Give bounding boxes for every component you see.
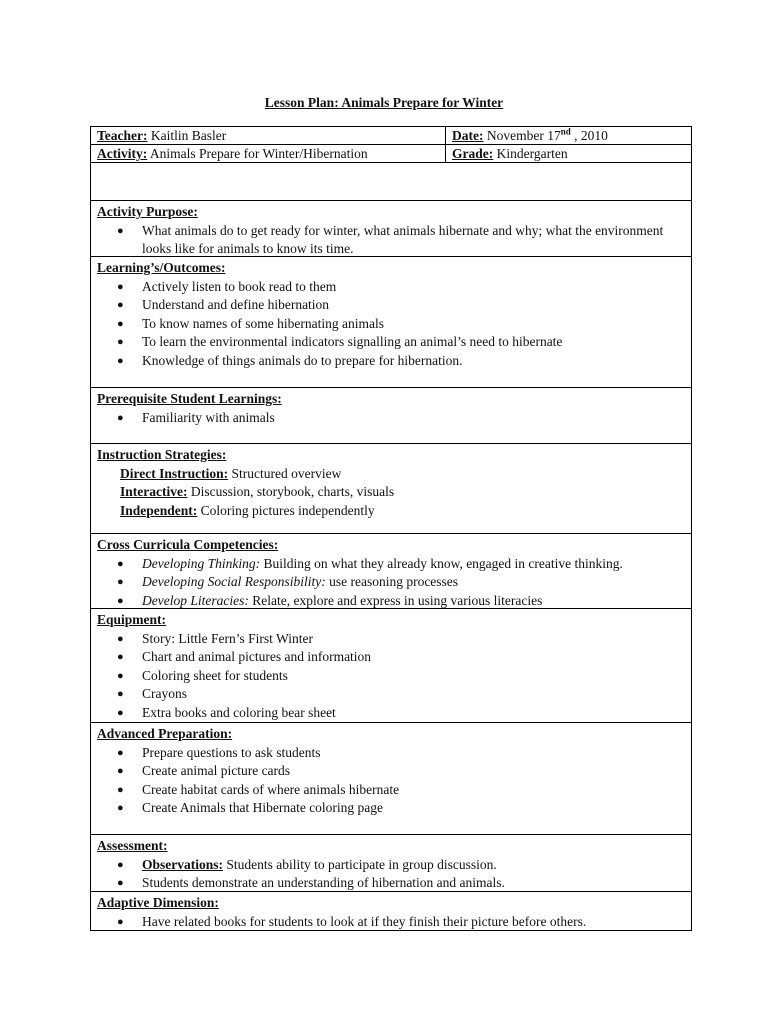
bullet-icon: ● [117,858,124,871]
list-item: ● Observations: Students ability to participate in group discussion. [97,856,685,875]
bullet-icon: ● [117,746,124,759]
prep-list [97,744,685,818]
list-item: ● Develop Literacies: Relate, explore and express in using various literacies [97,592,685,611]
independent-label: Independent: [120,502,198,518]
list-item: ● Story: Little Fern’s First Winter [97,630,685,649]
page-title: Lesson Plan: Animals Prepare for Winter [264,95,504,110]
bullet-icon: ● [117,280,124,293]
section-adaptive-dimension [91,892,691,930]
direct-value: Structured overview [231,465,342,481]
bullet-icon: ● [117,576,124,589]
bullet-icon: ● [117,557,124,570]
interactive-line [97,483,685,502]
list-item: ● Have related books for students to look at if they finish their picture before others. [97,913,685,932]
observations-label: Observations: [142,856,223,872]
direct-instruction-line [97,465,685,484]
date-suffix: nd [560,126,571,137]
list-item: ● Crayons [97,685,685,704]
list-item: ● Create Animals that Hibernate coloring page [97,799,685,818]
section-prerequisite [91,388,691,444]
list-item: ● Create animal picture cards [97,762,685,781]
teacher-cell [91,127,446,144]
cross-list [97,555,685,611]
bullet-icon: ● [117,299,124,312]
list-item: ● Chart and animal pictures and information [97,648,685,667]
bullet-icon: ● [117,915,124,928]
section-heading: Advanced Preparation: [97,726,233,741]
list-item: ● Understand and define hibernation [97,296,685,315]
list-item: ● Coloring sheet for students [97,667,685,686]
bullet-icon: ● [117,765,124,778]
interactive-value: Discussion, storybook, charts, visuals [190,484,395,500]
section-cross-curricula [91,534,691,609]
direct-label: Direct Instruction: [120,465,229,481]
bullet-icon: ● [117,317,124,330]
bullet-icon: ● [117,411,124,424]
independent-line [97,502,685,521]
list-item: ● Knowledge of things animals do to prepare for hibernation. [97,352,685,371]
section-heading: Adaptive Dimension: [97,895,219,910]
grade-cell [446,145,691,162]
grade-value: Kindergarten [496,146,568,161]
section-heading: Equipment: [97,612,167,627]
list-item: ● Prepare questions to ask students [97,744,685,763]
section-instruction-strategies [91,444,691,534]
list-item: ● Create habitat cards of where animals hibernate [97,781,685,800]
outcomes-list [97,278,685,371]
list-item: ● Actively listen to book read to them [97,278,685,297]
teacher-value: Kaitlin Basler [150,128,227,143]
grade-label: Grade: [452,146,494,161]
teacher-label: Teacher: [97,128,148,143]
bullet-icon: ● [117,632,124,645]
lesson-plan-table [90,126,692,931]
section-heading: Prerequisite Student Learnings: [97,391,282,406]
bullet-icon: ● [117,669,124,682]
bullet-icon: ● [117,336,124,349]
section-advanced-preparation [91,723,691,835]
section-activity-purpose [91,201,691,257]
bullet-icon: ● [117,651,124,664]
empty-row [91,163,691,201]
activity-value: Animals Prepare for Winter/Hibernation [149,146,368,161]
activity-cell [91,145,446,162]
section-assessment [91,835,691,892]
prereq-list [97,409,685,428]
date-cell [446,127,691,144]
date-value: November 17 [486,128,561,143]
bullet-icon: ● [117,354,124,367]
independent-value: Coloring pictures independently [200,502,375,518]
bullet-icon: ● [117,594,124,607]
bullet-icon: ● [117,706,124,719]
purpose-list [97,222,685,259]
section-heading: Activity Purpose: [97,204,198,219]
header-row-teacher [91,127,691,145]
list-item: ● Familiarity with animals [97,409,685,428]
section-heading: Learning’s/Outcomes: [97,260,226,275]
list-item: ● Students demonstrate an understanding of hibernation and animals. [97,874,685,893]
adaptive-list [97,913,685,932]
bullet-icon: ● [117,802,124,815]
assessment-list [97,856,685,893]
bullet-icon: ● [117,783,124,796]
date-year: , 2010 [574,128,608,143]
list-item: ● To know names of some hibernating animals [97,315,685,334]
list-item: ● To learn the environmental indicators signalling an animal’s need to hibernate [97,333,685,352]
section-heading: Assessment: [97,838,168,853]
equipment-list [97,630,685,723]
bullet-icon: ● [117,877,124,890]
list-item: ● Extra books and coloring bear sheet [97,704,685,723]
bullet-icon: ● [117,688,124,701]
list-item: ● Developing Social Responsibility: use reasoning processes [97,573,685,592]
bullet-icon: ● [117,224,124,237]
date-label: Date: [452,128,484,143]
header-row-activity [91,145,691,163]
activity-label: Activity: [97,146,148,161]
section-heading: Instruction Strategies: [97,447,227,462]
section-outcomes [91,257,691,388]
list-item: ● Developing Thinking: Building on what they already know, engaged in creative thinking. [97,555,685,574]
section-equipment [91,609,691,723]
list-item: ● What animals do to get ready for winter, what animals hibernate and why; what the environment looks like for animals to know its time. [117,222,664,257]
interactive-label: Interactive: [120,484,188,500]
section-heading: Cross Curricula Competencies: [97,537,279,552]
